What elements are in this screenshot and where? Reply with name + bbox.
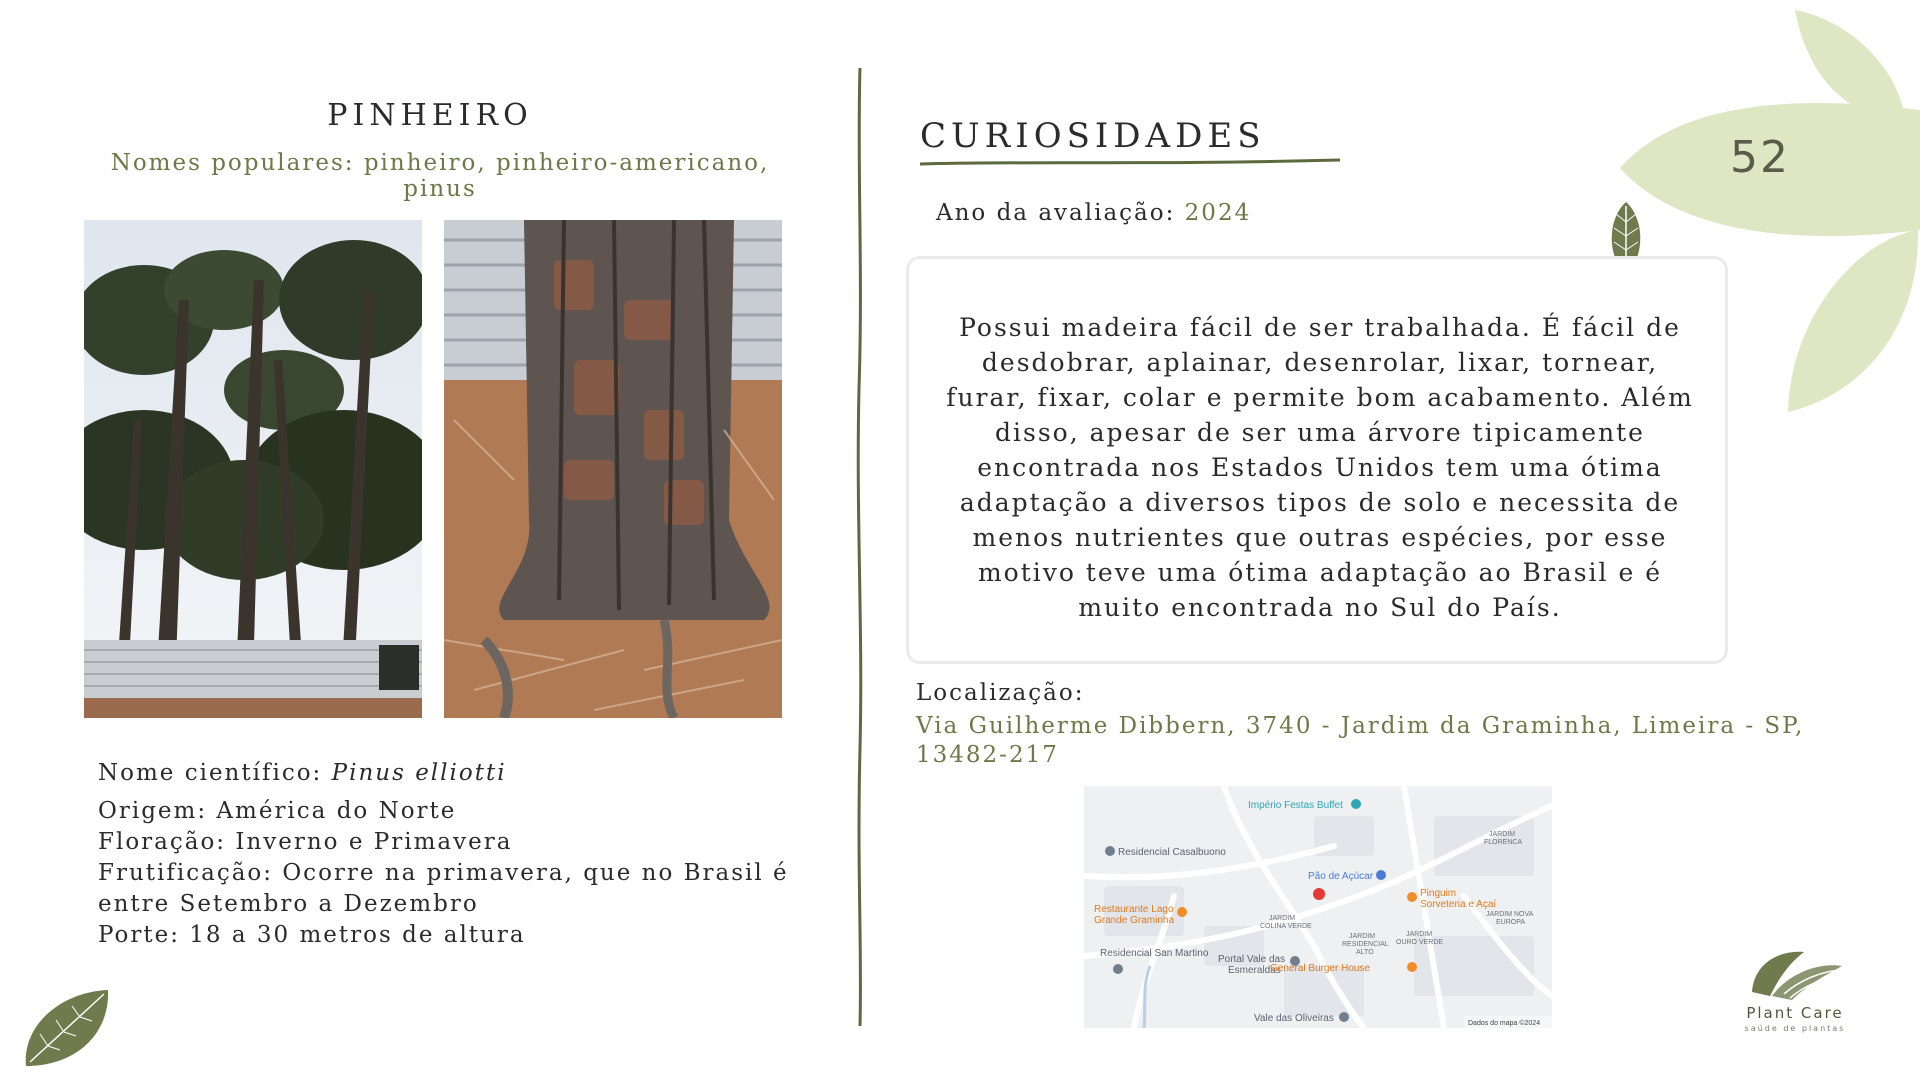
size: Porte: 18 a 30 metros de altura — [98, 922, 526, 948]
map-label-oliveiras: Vale das Oliveiras — [1254, 1013, 1334, 1024]
plant-care-logo-tagline: saúde de plantas — [1744, 1024, 1846, 1033]
map-label-nova-europa-1: JARDIM NOVA — [1486, 911, 1534, 918]
leaf-bottom — [1788, 230, 1918, 412]
map-label-imperio: Império Festas Buffet — [1248, 800, 1343, 811]
evaluation-year — [936, 200, 1251, 226]
map-label-burger: General Burger House — [1270, 963, 1371, 974]
map-label-residencial-1: JARDIM — [1349, 933, 1376, 940]
map-credits: Dados do mapa ©2024 — [1468, 1020, 1541, 1027]
map-label-casalbuono: Residencial Casalbuono — [1118, 847, 1226, 858]
poi-imperio-icon[interactable] — [1351, 799, 1361, 809]
location-address: Via Guilherme Dibbern, 3740 - Jardim da Graminha, Limeira - SP, 13482-217 — [916, 713, 1805, 768]
map-label-florenca-1: JARDIM — [1489, 831, 1516, 838]
map-label-san-martino: Residencial San Martino — [1100, 948, 1209, 959]
map-label-restaurante-1: Restaurante Lago — [1094, 904, 1174, 915]
popular-names: Nomes populares: pinheiro, pinheiro-americano, pinus — [110, 150, 770, 202]
flowering: Floração: Inverno e Primavera — [98, 829, 513, 855]
plant-care-logo-icon — [1748, 944, 1844, 1004]
map-label-ouro-1: JARDIM — [1406, 931, 1433, 938]
poi-restaurante-icon[interactable] — [1177, 907, 1187, 917]
evaluation-year-value: 2024 — [1184, 200, 1252, 226]
map-label-nova-europa-2: EUROPA — [1496, 919, 1526, 926]
map-label-colina-2: COLINA VERDE — [1260, 923, 1312, 930]
scientific-name — [98, 758, 798, 789]
poi-pinguim-icon[interactable] — [1407, 892, 1417, 902]
poi-pao-icon[interactable] — [1376, 870, 1386, 880]
scientific-name-value: Pinus elliotti — [331, 760, 507, 786]
location-label: Localização: — [916, 680, 1085, 706]
origin: Origem: América do Norte — [98, 798, 457, 824]
map-label-restaurante-2: Grande Graminha — [1094, 915, 1175, 926]
species-title: PINHEIRO — [327, 98, 533, 133]
scientific-name-label: Nome científico: — [98, 760, 332, 786]
poi-san-martino-icon[interactable] — [1113, 964, 1123, 974]
map-label-portal-1: Portal Vale das — [1218, 954, 1286, 965]
map-label-colina-1: JARDIM — [1269, 915, 1296, 922]
map-label-florenca-2: FLORENCA — [1484, 839, 1523, 846]
title-underline — [920, 158, 1340, 168]
location-map[interactable] — [1084, 786, 1552, 1028]
map-label-portal-2: Esmeraldas — [1228, 965, 1281, 976]
map-label-pinguim-2: Sorveteria e Açaí — [1420, 899, 1497, 910]
decorative-leaf-bottom-left — [20, 986, 112, 1070]
fruiting-line-2: entre Setembro a Dezembro — [98, 891, 479, 917]
photo-pine-trees — [84, 220, 422, 718]
fruiting-line-1: Frutificação: Ocorre na primavera, que no Brasil é — [98, 860, 789, 886]
plant-care-logo-name: Plant Care — [1746, 1004, 1844, 1022]
poi-oliveiras-icon[interactable] — [1339, 1012, 1349, 1022]
curiosities-title: CURIOSIDADES — [920, 116, 1266, 156]
poi-casalbuono-icon[interactable] — [1105, 846, 1115, 856]
map-pin-marker[interactable] — [1313, 888, 1325, 900]
poi-burger-icon[interactable] — [1407, 962, 1417, 972]
page-number: 52 — [1730, 132, 1790, 183]
evaluation-year-label: Ano da avaliação: — [936, 200, 1185, 226]
map-label-residencial-3: ALTO — [1356, 949, 1374, 956]
vertical-divider — [852, 68, 868, 1026]
map-label-residencial-2: RESIDENCIAL — [1342, 941, 1389, 948]
curiosities-text: Possui madeira fácil de ser trabalhada. É fácil de desdobrar, aplainar, desenrolar, lixar, tornear, furar, fixar, colar e permite bom acabamento. Além disso, apesar de ser uma árvore tipicamente encontrada nos Estados Unidos tem uma ótima adaptação a diversos tipos de solo e necessita de menos nutrientes que outras espécies, por esse motivo teve uma ótima adaptação ao Brasil e é muito encontrada no Sul do País. — [946, 313, 1694, 622]
photo-pine-trunk — [444, 220, 782, 718]
map-label-pao: Pão de Açúcar — [1308, 871, 1374, 882]
map-label-pinguim-1: Pinguim — [1420, 888, 1457, 899]
map-label-ouro-2: OURO VERDE — [1396, 939, 1444, 946]
